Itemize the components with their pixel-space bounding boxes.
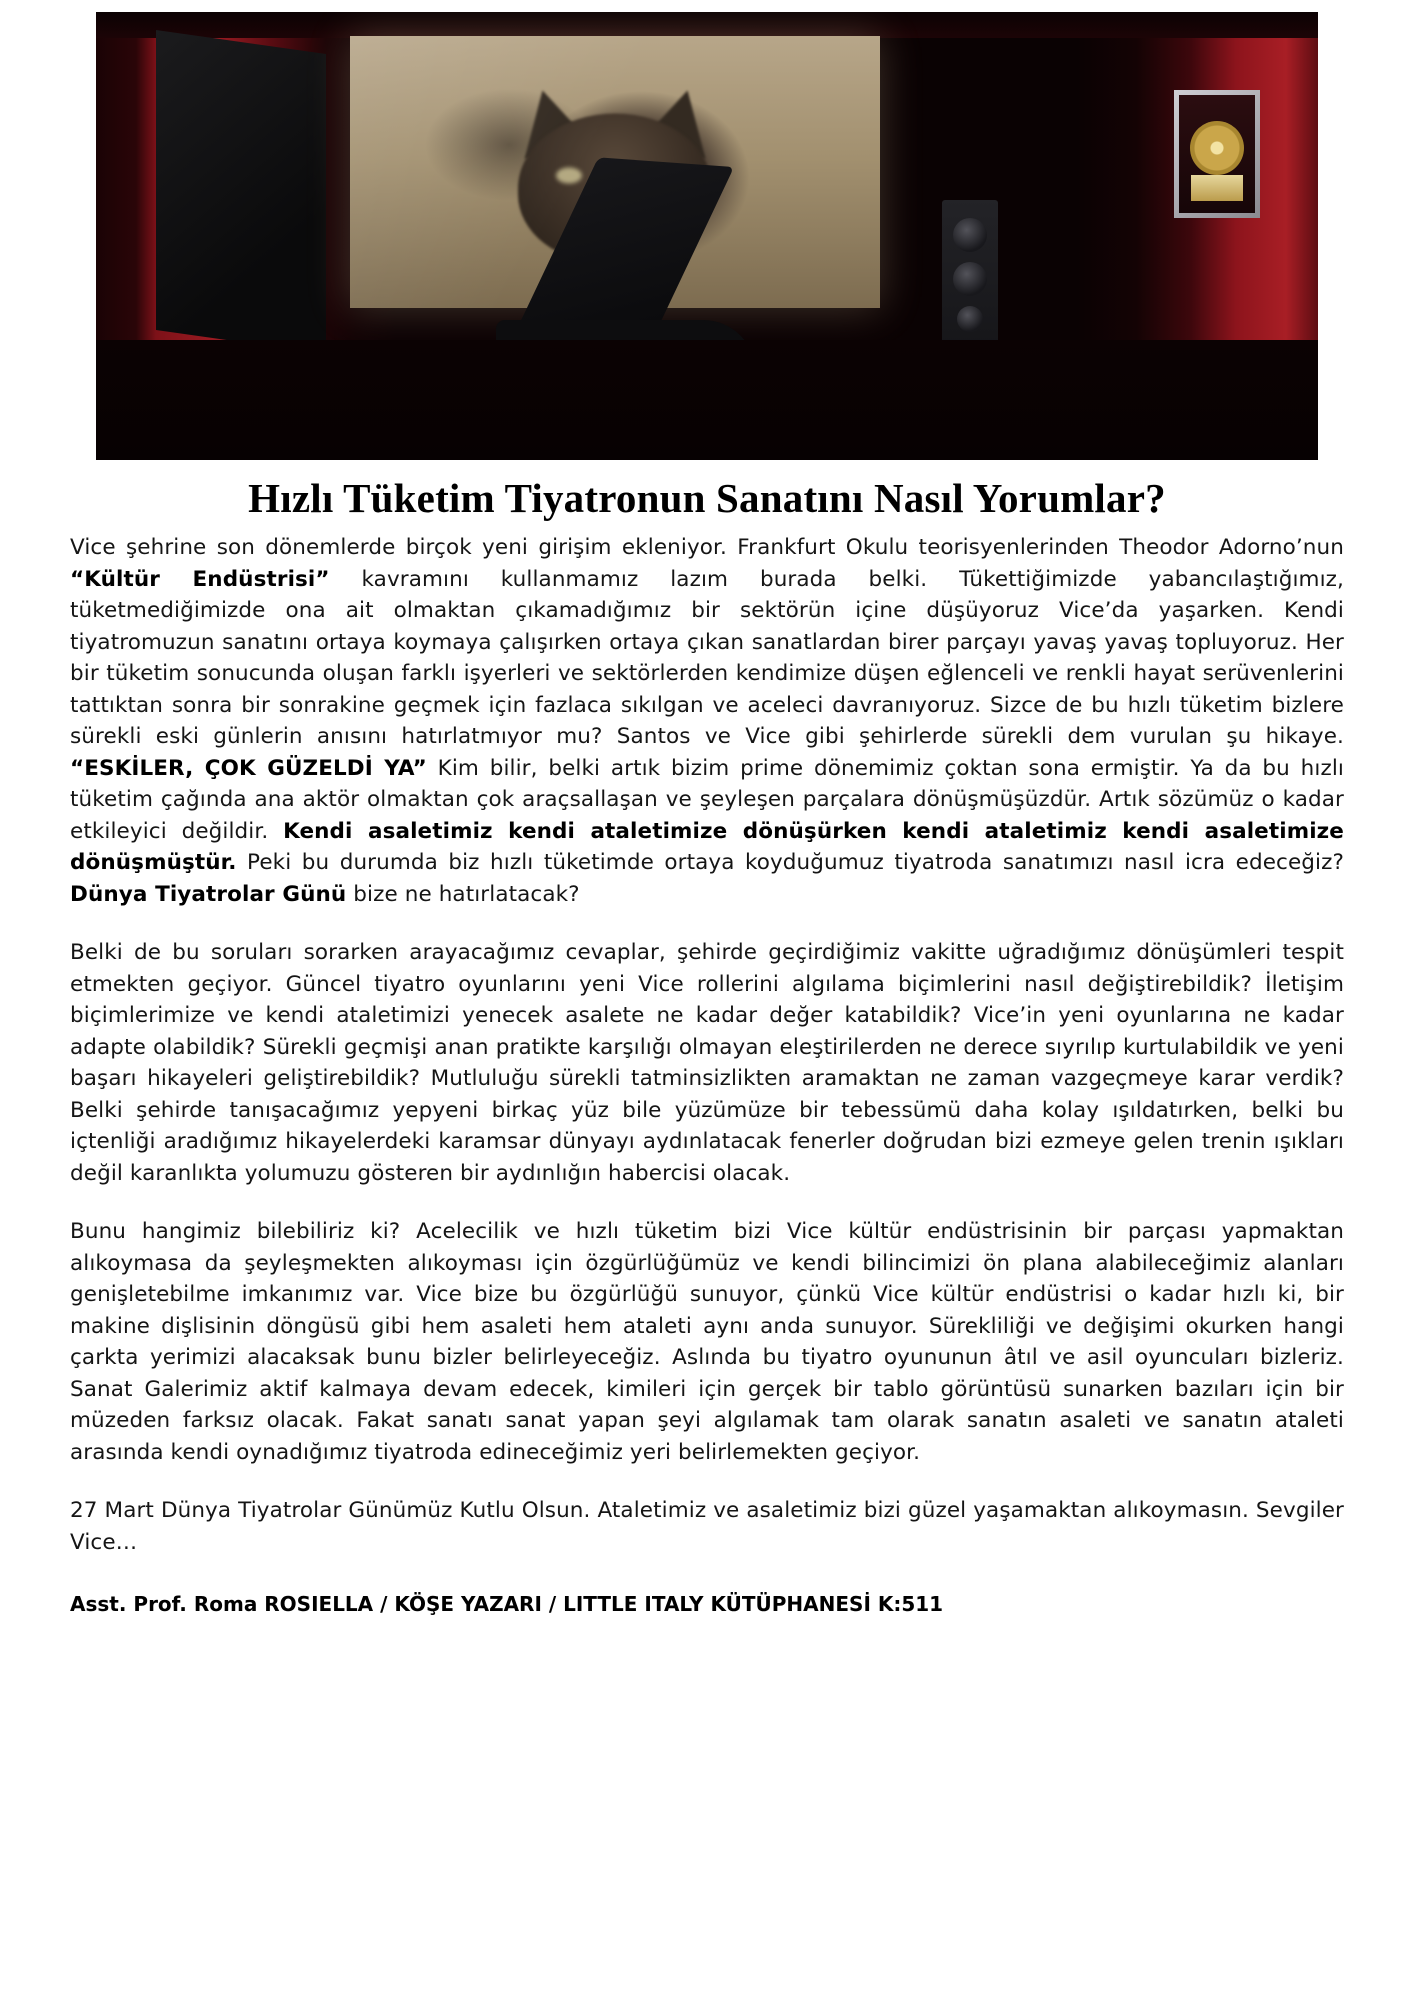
body-text: Peki bu durumda biz hızlı tüketimde ortaya koyduğumuz tiyatroda sanatımızı nasıl icra edeceğiz? <box>236 850 1344 875</box>
emphasis-text: Kendi asaletimiz kendi ataletimize dönüşürken kendi ataletimiz kendi asaletimize dönüşmüştür. <box>70 818 1344 875</box>
body-text: Vice şehrine son dönemlerde birçok yeni girişim ekleniyor. Frankfurt Okulu teorisyenlerinden Theodor Adorno’nun <box>70 535 1344 560</box>
speaker-cone-icon <box>953 262 987 296</box>
speaker-cone-icon <box>953 218 987 252</box>
framed-gold-record <box>1174 90 1260 218</box>
speaker-cone-icon <box>957 306 983 332</box>
body-text: Kim bilir, belki artık bizim prime dönemimiz çoktan sona ermiştir. Ya da bu hızlı tüketim çağında ana aktör olmaktan çok araçsallaşan ve şeyleşen parçalara dönüşmüşüzdür. Artık sözümüz o kadar etkileyici değildir. <box>70 755 1344 844</box>
author-byline: Asst. Prof. Roma ROSIELLA / KÖŞE YAZARI / LITTLE ITALY KÜTÜPHANESİ K:511 <box>70 1592 944 1616</box>
frame-matte <box>1179 95 1255 213</box>
article-body <box>70 532 1344 1558</box>
body-text: kavramını kullanmamız lazım burada belki. Tükettiğimizde yabancılaştığımız, tüketmediğimizde ona ait olmaktan çıkamadığımız bir sektörün içine düşüyoruz Vice’da yaşarken. Kendi tiyatromuzun sanatını ortaya koymaya çalışırken ortaya çıkan sanatlardan birer parçayı yavaş yavaş topluyoruz. Her bir tüketim sonucunda oluşan farklı işyerleri ve sektörlerden kendimize düşen eğlenceli ve renkli hayat serüvenlerini tattıktan sonra bir sonrakine geçmek için fazlaca sıkılgan ve aceleci davranıyoruz. Sizce de bu hızlı tüketim bizlere sürekli eski günlerin anısını hatırlatmıyor mu? Santos ve Vice gibi şehirlerde sürekli dem vurulan şu hikaye. <box>70 566 1344 749</box>
stage-side-panel <box>156 30 326 354</box>
theater-floor <box>96 340 1318 460</box>
body-text: bize ne hatırlatacak? <box>346 881 580 907</box>
body-text: 27 Mart Dünya Tiyatrolar Günümüz Kutlu Olsun. Ataletimiz ve asaletimiz bizi güzel yaşamaktan alıkoymasın. Sevgiler Vice… <box>70 1498 1344 1555</box>
body-text: Belki de bu soruları sorarken arayacağımız cevaplar, şehirde geçirdiğimiz vakitte uğradığımız dönüşümleri tespit etmekten geçiyor. Güncel tiyatro oyunlarını yeni Vice rollerini algılama biçimlerini nasıl değiştirebildik? İletişim biçimlerimize ve kendi ataletimizi yenecek asalete ne kadar değer katabildik? Vice’in yeni oyunlarına ne kadar adapte olabildik? Sürekli geçmişi anan pratikte karşılığı olmayan eleştirilerden ne derece sıyrılıp kurtulabildik ve yeni başarı hikayeleri geliştirebildik? Mutluluğu sürekli tatminsizlikten aramaktan ne zaman vazgeçmeye karar verdik? Belki şehirde tanışacağımız yepyeni birkaç yüz bile yüzümüze bir tebessümü daha kolay ışıldatırken, belki bu içtenliği aradığımız hikayelerdeki karamsar dünyayı aydınlatacak fenerler doğrudan bizi ezmeye gelen trenin ışıkları değil karanlıkta yolumuzu gösteren bir aydınlığın habercisi olacak. <box>70 940 1344 1186</box>
emphasis-text: Dünya Tiyatrolar Günü <box>70 881 347 907</box>
hero-image <box>96 12 1318 460</box>
paragraph <box>70 532 1344 910</box>
emphasis-text: “ESKİLER, ÇOK GÜZELDİ YA” <box>70 755 427 781</box>
theater-ceiling <box>96 12 1318 38</box>
paragraph <box>70 1216 1344 1468</box>
record-disc-icon <box>1190 121 1244 175</box>
body-text: Bunu hangimiz bilebiliriz ki? Acelecilik ve hızlı tüketim bizi Vice kültür endüstrisinin bir parçası yapmaktan alıkoymasa da şeyleşmekten alıkoyması için özgürlüğümüz ve kendi bilincimizi ön plana alabileceğimiz alanları genişletebilme imkanımız var. Vice bize bu özgürlüğü sunuyor, çünkü Vice kültür endüstrisi o kadar hızlı ki, bir makine dişlisinin döngüsü gibi hem asaleti hem ataleti aynı anda sunuyor. Sürekliliği ve değişimi okurken hangi çarkta yerimizi alacaksak bunu bizler belirleyeceğiz. Aslında bu tiyatro oyununun âtıl ve asil oyuncuları bizleriz. Sanat Galerimiz aktif kalmaya devam edecek, kimileri için gerçek bir tablo görüntüsü sunarken bazıları için bir müzeden farksız olacak. Fakat sanatı sanat yapan şeyi algılamak tam olarak sanatın asaleti ve sanatın ataleti arasında kendi oynadığımız tiyatroda edineceğimiz yeri belirlemekten geçiyor. <box>70 1219 1344 1465</box>
emphasis-text: “Kültür Endüstrisi” <box>70 566 330 592</box>
paragraph <box>70 937 1344 1189</box>
award-plate <box>1191 175 1243 201</box>
page-title: Hızlı Tüketim Tiyatronun Sanatını Nasıl Yorumlar? <box>248 475 1166 521</box>
paragraph <box>70 1495 1344 1558</box>
